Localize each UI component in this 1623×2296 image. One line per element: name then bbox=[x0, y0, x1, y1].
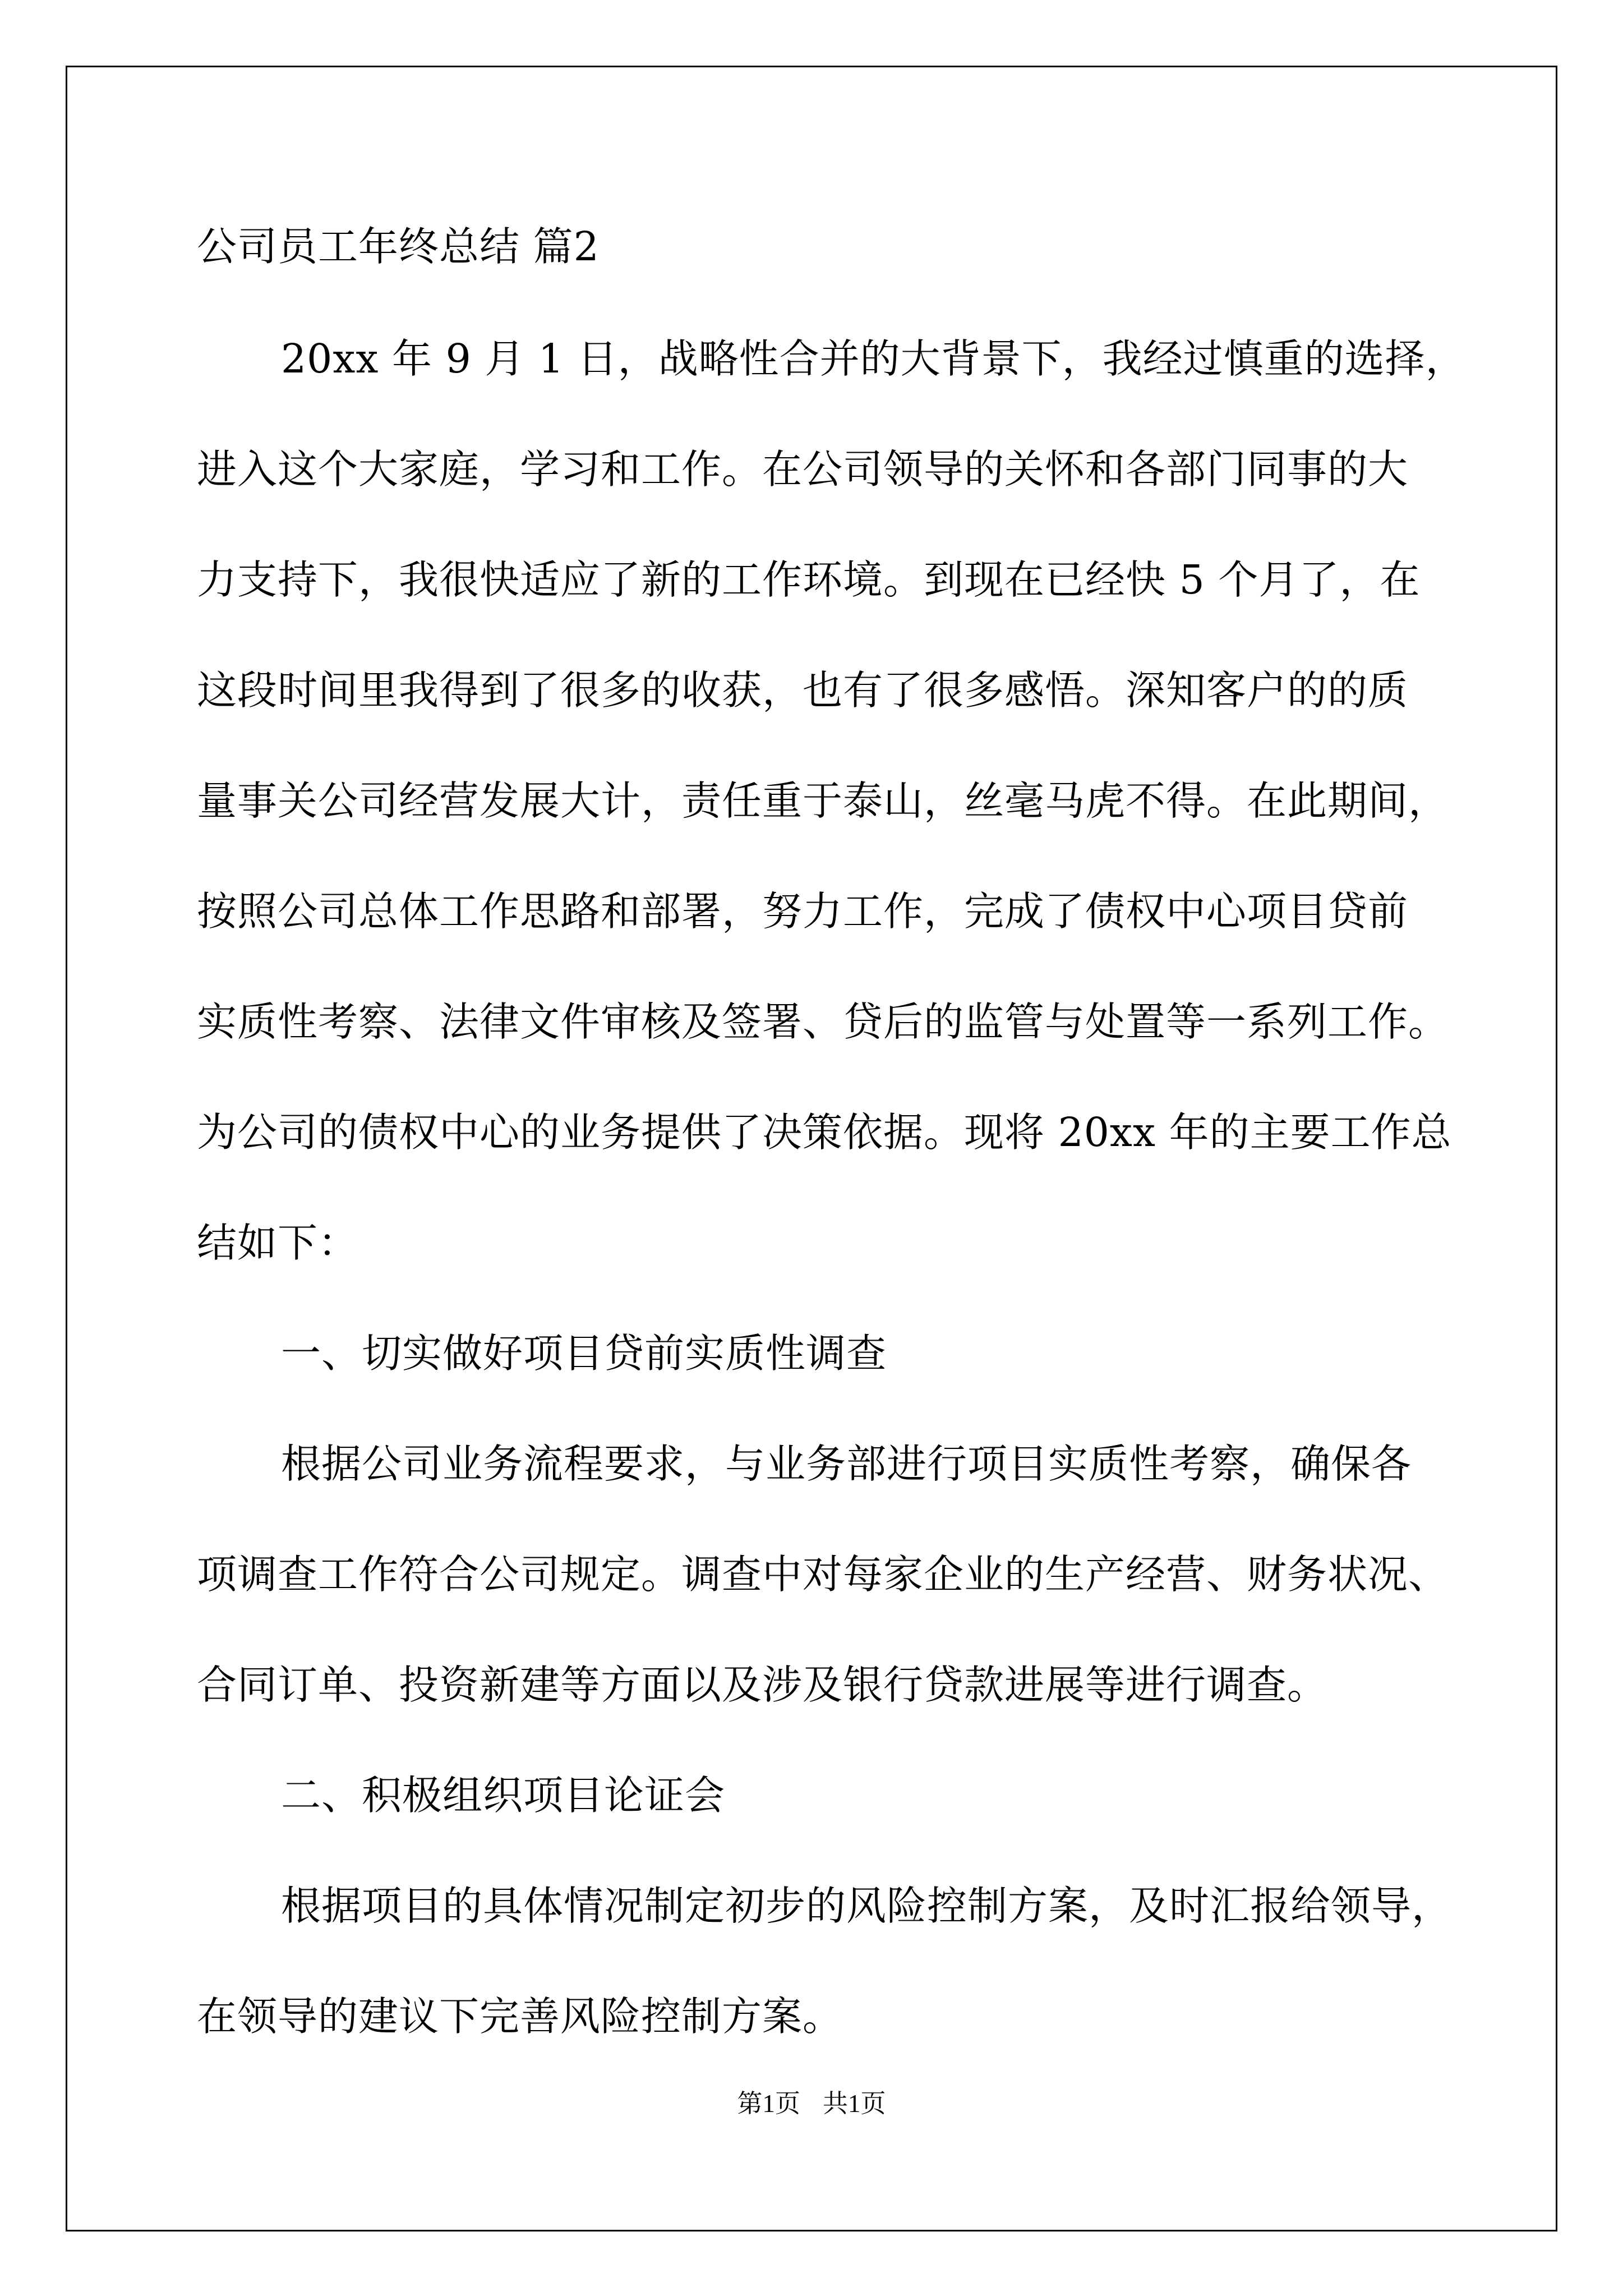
paragraph-line: 在领导的建议下完善风险控制方案。 bbox=[197, 1993, 843, 2040]
paragraph-line: 这段时间里我得到了很多的收获，也有了很多感悟。深知客户的的质 bbox=[197, 667, 1409, 714]
paragraph-line: 进入这个大家庭，学习和工作。在公司领导的关怀和各部门同事的大 bbox=[197, 446, 1409, 493]
page-number: 第1页 bbox=[737, 2090, 800, 2118]
document-title: 公司员工年终总结 篇2 bbox=[197, 223, 600, 270]
paragraph-line: 20xx 年 9 月 1 日，战略性合并的大背景下，我经过慎重的选择， bbox=[281, 335, 1466, 382]
paragraph-line: 根据公司业务流程要求，与业务部进行项目实质性考察，确保各 bbox=[281, 1441, 1412, 1487]
paragraph-line: 按照公司总体工作思路和部署，努力工作，完成了债权中心项目贷前 bbox=[197, 888, 1409, 935]
paragraph-line: 力支持下，我很快适应了新的工作环境。到现在已经快 5 个月了，在 bbox=[197, 556, 1421, 603]
section-heading-1: 一、切实做好项目贷前实质性调查 bbox=[281, 1330, 887, 1377]
paragraph-line: 结如下： bbox=[197, 1220, 359, 1266]
paragraph-line: 为公司的债权中心的业务提供了决策依据。现将 20xx 年的主要工作总 bbox=[197, 1109, 1452, 1156]
paragraph-line: 项调查工作符合公司规定。调查中对每家企业的生产经营、财务状况、 bbox=[197, 1551, 1449, 1598]
paragraph-line: 根据项目的具体情况制定初步的风险控制方案，及时汇报给领导， bbox=[281, 1883, 1453, 1929]
page-total: 共1页 bbox=[823, 2090, 886, 2118]
section-heading-2: 二、积极组织项目论证会 bbox=[281, 1772, 726, 1819]
paragraph-line: 量事关公司经营发展大计，责任重于泰山，丝毫马虎不得。在此期间， bbox=[197, 777, 1449, 824]
paragraph-line: 实质性考察、法律文件审核及签署、贷后的监管与处置等一系列工作。 bbox=[197, 999, 1449, 1045]
paragraph-line: 合同订单、投资新建等方面以及涉及银行贷款进展等进行调查。 bbox=[197, 1662, 1328, 1708]
page-footer bbox=[0, 2087, 1623, 2120]
